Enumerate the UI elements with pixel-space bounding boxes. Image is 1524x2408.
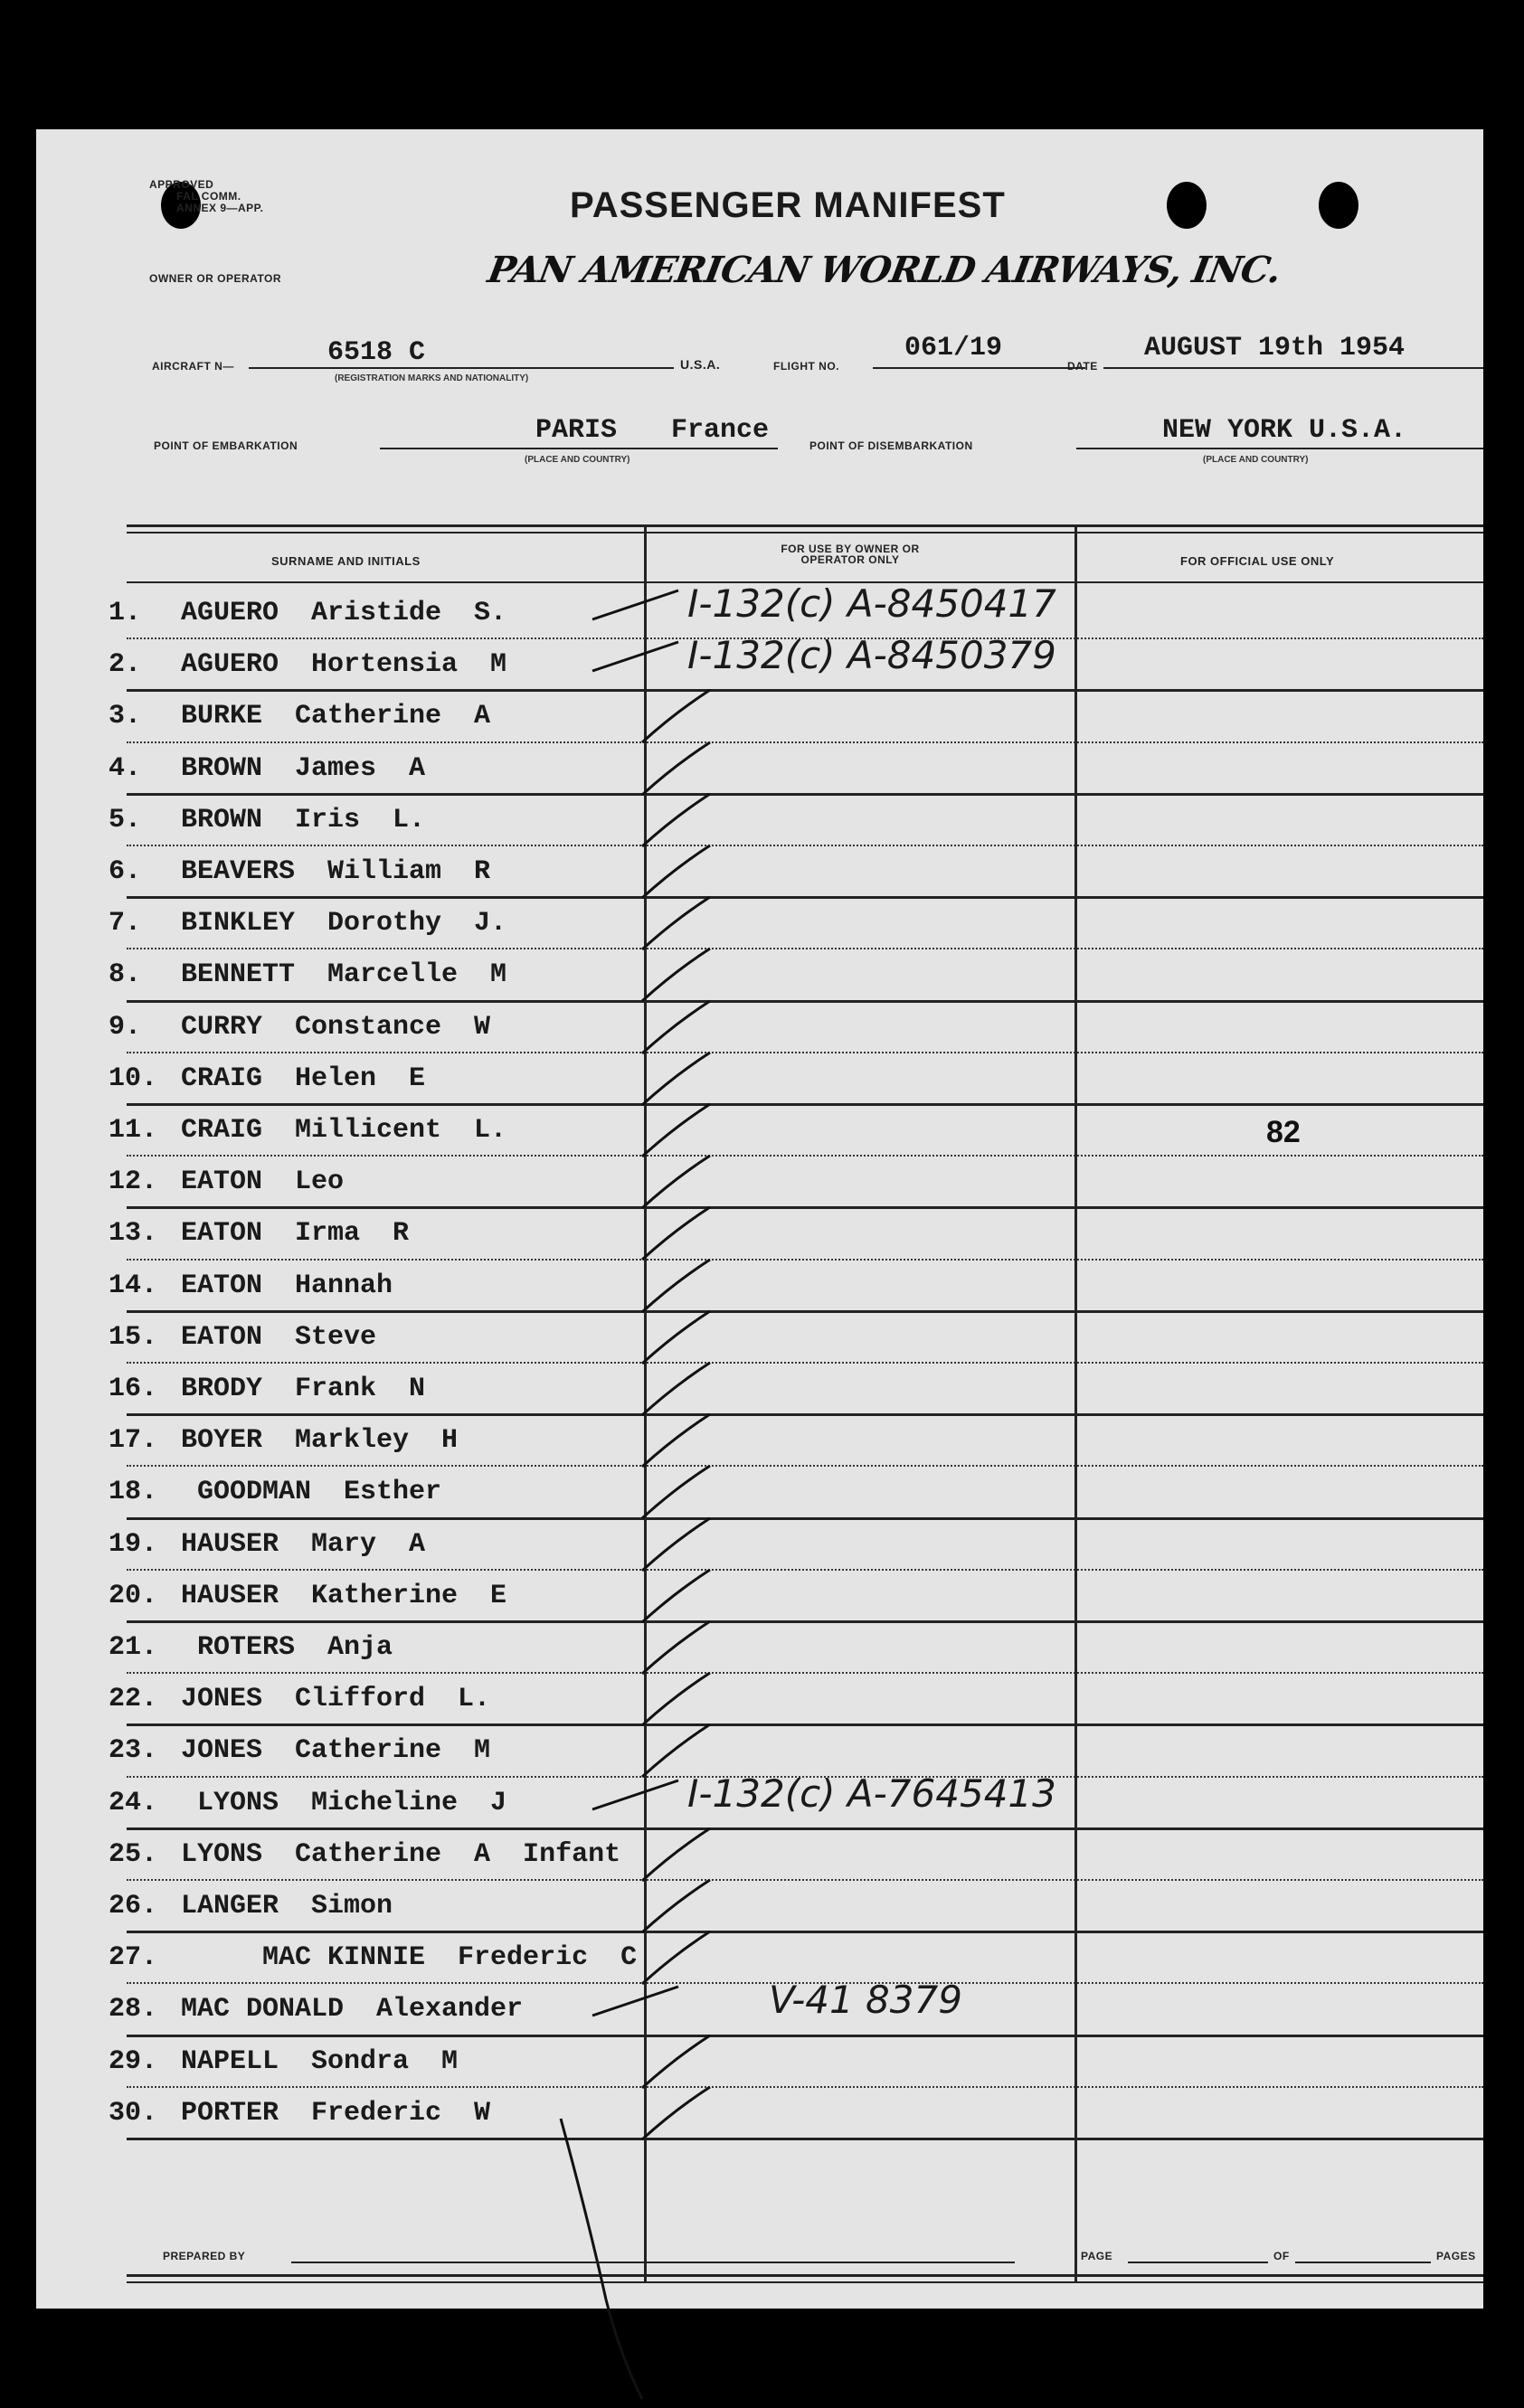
table-row bbox=[36, 1830, 1483, 1882]
disembark-caption: (PLACE AND COUNTRY) bbox=[1203, 455, 1309, 465]
table-row bbox=[36, 1623, 1483, 1675]
page-label: PAGE bbox=[1081, 2250, 1113, 2262]
table-row bbox=[36, 1771, 1483, 1830]
flight-label: FLIGHT NO. bbox=[773, 360, 839, 373]
row-number: 15. bbox=[109, 1321, 158, 1353]
approved-line2: FAL COMM. bbox=[176, 190, 241, 203]
table-row bbox=[36, 1261, 1483, 1313]
table-row bbox=[36, 1209, 1483, 1261]
table-row bbox=[36, 1468, 1483, 1519]
row-number: 3. bbox=[109, 701, 142, 732]
approved-line1: APPROVED bbox=[149, 178, 214, 191]
page-title: PASSENGER MANIFEST bbox=[570, 185, 1006, 225]
table-row bbox=[36, 1054, 1483, 1106]
row-number: 16. bbox=[109, 1374, 158, 1404]
embark-caption: (PLACE AND COUNTRY) bbox=[525, 455, 630, 465]
table-row bbox=[36, 796, 1483, 847]
passenger-name: JONES Clifford L. bbox=[181, 1684, 491, 1715]
row-number: 19. bbox=[109, 1528, 158, 1560]
row-number: 14. bbox=[109, 1270, 158, 1301]
row-rule bbox=[127, 1569, 1483, 1571]
passenger-name: CRAIG Helen E bbox=[181, 1062, 426, 1094]
handwritten-note: I-132(c) A-8450417 bbox=[687, 581, 1056, 626]
passenger-name: GOODMAN Esther bbox=[181, 1477, 442, 1508]
row-rule bbox=[127, 948, 1483, 949]
row-number: 21. bbox=[109, 1632, 158, 1663]
table-row bbox=[36, 692, 1483, 743]
row-rule bbox=[127, 2086, 1483, 2088]
passenger-name: BEAVERS William R bbox=[181, 856, 491, 887]
passenger-name: EATON Hannah bbox=[181, 1270, 393, 1301]
punch-hole-mid bbox=[1167, 182, 1207, 229]
row-number: 8. bbox=[109, 959, 142, 991]
table-row bbox=[36, 899, 1483, 950]
table-row bbox=[36, 744, 1483, 796]
passenger-name: NAPELL Sondra M bbox=[181, 2045, 459, 2077]
passenger-name: HAUSER Mary A bbox=[181, 1528, 426, 1560]
approved-stamp bbox=[149, 179, 263, 214]
passenger-name: CURRY Constance W bbox=[181, 1011, 491, 1043]
row-number: 28. bbox=[109, 1994, 158, 2026]
passenger-name: EATON Steve bbox=[181, 1321, 377, 1353]
table-row bbox=[36, 1157, 1483, 1209]
passenger-name: BROWN James A bbox=[181, 752, 426, 784]
row-number: 13. bbox=[109, 1218, 158, 1250]
aircraft-caption: (REGISTRATION MARKS AND NATIONALITY) bbox=[335, 373, 529, 383]
row-number: 11. bbox=[109, 1115, 158, 1146]
nationality: U.S.A. bbox=[680, 357, 721, 372]
row-number: 12. bbox=[109, 1166, 158, 1198]
passenger-name: AGUERO Hortensia M bbox=[181, 649, 507, 681]
passenger-name: LANGER Simon bbox=[181, 1891, 393, 1922]
row-rule bbox=[127, 2138, 1483, 2140]
passenger-name: BRODY Frank N bbox=[181, 1374, 426, 1404]
row-number: 18. bbox=[109, 1477, 158, 1508]
table-row bbox=[36, 633, 1483, 692]
table-row bbox=[36, 1933, 1483, 1985]
handwritten-note: V-41 8379 bbox=[769, 1978, 962, 2023]
handwritten-note: I-132(c) A-7645413 bbox=[687, 1771, 1056, 1816]
passenger-name: HAUSER Katherine E bbox=[181, 1580, 507, 1611]
passenger-name: MAC KINNIE Frederic C bbox=[181, 1942, 638, 1974]
col-owner-header bbox=[760, 543, 941, 565]
row-number: 1. bbox=[109, 598, 142, 628]
row-number: 6. bbox=[109, 856, 142, 887]
disembark-value: NEW YORK U.S.A. bbox=[1162, 415, 1407, 446]
table-row bbox=[36, 1675, 1483, 1726]
row-number: 30. bbox=[109, 2097, 158, 2129]
handwritten-note: I-132(c) A-8450379 bbox=[687, 633, 1056, 678]
table-row bbox=[36, 1365, 1483, 1416]
col-surname-header: SURNAME AND INITIALS bbox=[271, 554, 421, 568]
of-label: OF bbox=[1273, 2250, 1290, 2262]
row-rule bbox=[127, 1259, 1483, 1261]
owner-value: PAN AMERICAN WORLD AIRWAYS, INC. bbox=[484, 249, 1284, 291]
row-number: 10. bbox=[109, 1062, 158, 1094]
table-row bbox=[36, 847, 1483, 899]
row-number: 29. bbox=[109, 2045, 158, 2077]
row-number: 2. bbox=[109, 649, 142, 681]
passenger-name: ROTERS Anja bbox=[181, 1632, 393, 1663]
row-rule bbox=[127, 1672, 1483, 1674]
row-number: 27. bbox=[109, 1942, 158, 1974]
table-row bbox=[36, 1416, 1483, 1468]
row-number: 5. bbox=[109, 804, 142, 836]
manifest-sheet bbox=[36, 129, 1483, 2309]
pen-stroke bbox=[552, 2110, 660, 2408]
embark-label: POINT OF EMBARKATION bbox=[154, 439, 298, 452]
table-row bbox=[36, 1313, 1483, 1365]
aircraft-value: 6518 C bbox=[327, 337, 426, 368]
col-official-header: FOR OFFICIAL USE ONLY bbox=[1180, 554, 1335, 568]
table-row bbox=[36, 1882, 1483, 1933]
approved-line3: ANNEX 9—APP. bbox=[176, 202, 264, 214]
row-rule bbox=[127, 1052, 1483, 1053]
embark-country: France bbox=[671, 415, 770, 446]
passenger-name: JONES Catherine M bbox=[181, 1735, 491, 1767]
passenger-name: LYONS Catherine A Infant bbox=[181, 1838, 621, 1870]
passenger-name: BURKE Catherine A bbox=[181, 701, 491, 732]
row-number: 25. bbox=[109, 1838, 158, 1870]
passenger-name: PORTER Frederic W bbox=[181, 2097, 491, 2129]
passenger-name: BROWN Iris L. bbox=[181, 804, 426, 836]
disembark-label: POINT OF DISEMBARKATION bbox=[809, 439, 973, 452]
row-number: 24. bbox=[109, 1787, 158, 1818]
table-row bbox=[36, 2037, 1483, 2089]
passenger-name: BOYER Markley H bbox=[181, 1425, 459, 1457]
table-row bbox=[36, 950, 1483, 1002]
table-row bbox=[36, 1520, 1483, 1572]
row-number: 23. bbox=[109, 1735, 158, 1767]
passenger-name: AGUERO Aristide S. bbox=[181, 598, 507, 628]
passenger-name: MAC DONALD Alexander bbox=[181, 1994, 524, 2026]
passenger-name: EATON Irma R bbox=[181, 1218, 410, 1250]
row-number: 20. bbox=[109, 1580, 158, 1611]
official-mark: 82 bbox=[1266, 1115, 1301, 1149]
row-rule bbox=[127, 1362, 1483, 1364]
date-value: AUGUST 19th 1954 bbox=[1144, 333, 1406, 364]
owner-label: OWNER OR OPERATOR bbox=[149, 272, 282, 285]
row-number: 9. bbox=[109, 1011, 142, 1043]
row-number: 26. bbox=[109, 1891, 158, 1922]
passenger-name: BINKLEY Dorothy J. bbox=[181, 908, 507, 940]
passenger-name: EATON Leo bbox=[181, 1166, 345, 1198]
table-row bbox=[36, 2089, 1483, 2140]
row-rule bbox=[127, 1465, 1483, 1467]
table-row bbox=[36, 1978, 1483, 2036]
col-owner-header-text: FOR USE BY OWNER OR OPERATOR ONLY bbox=[781, 543, 920, 566]
row-number: 17. bbox=[109, 1425, 158, 1457]
table-row bbox=[36, 1572, 1483, 1623]
passenger-name: BENNETT Marcelle M bbox=[181, 959, 507, 991]
passenger-name: CRAIG Millicent L. bbox=[181, 1115, 507, 1146]
row-number: 7. bbox=[109, 908, 142, 940]
punch-hole-right bbox=[1319, 182, 1358, 229]
pages-label: PAGES bbox=[1436, 2250, 1476, 2262]
row-rule bbox=[127, 1155, 1483, 1157]
row-rule bbox=[127, 845, 1483, 846]
embark-place: PARIS bbox=[535, 415, 618, 446]
row-rule bbox=[127, 1879, 1483, 1881]
row-number: 4. bbox=[109, 752, 142, 784]
table-row bbox=[36, 1003, 1483, 1054]
prepared-by-label: PREPARED BY bbox=[163, 2250, 246, 2262]
row-rule bbox=[127, 741, 1483, 743]
passenger-name: LYONS Micheline J bbox=[181, 1787, 507, 1818]
date-label: DATE bbox=[1067, 360, 1098, 373]
row-number: 22. bbox=[109, 1684, 158, 1715]
flight-value: 061/19 bbox=[904, 333, 1003, 364]
aircraft-label: AIRCRAFT N— bbox=[152, 360, 234, 373]
